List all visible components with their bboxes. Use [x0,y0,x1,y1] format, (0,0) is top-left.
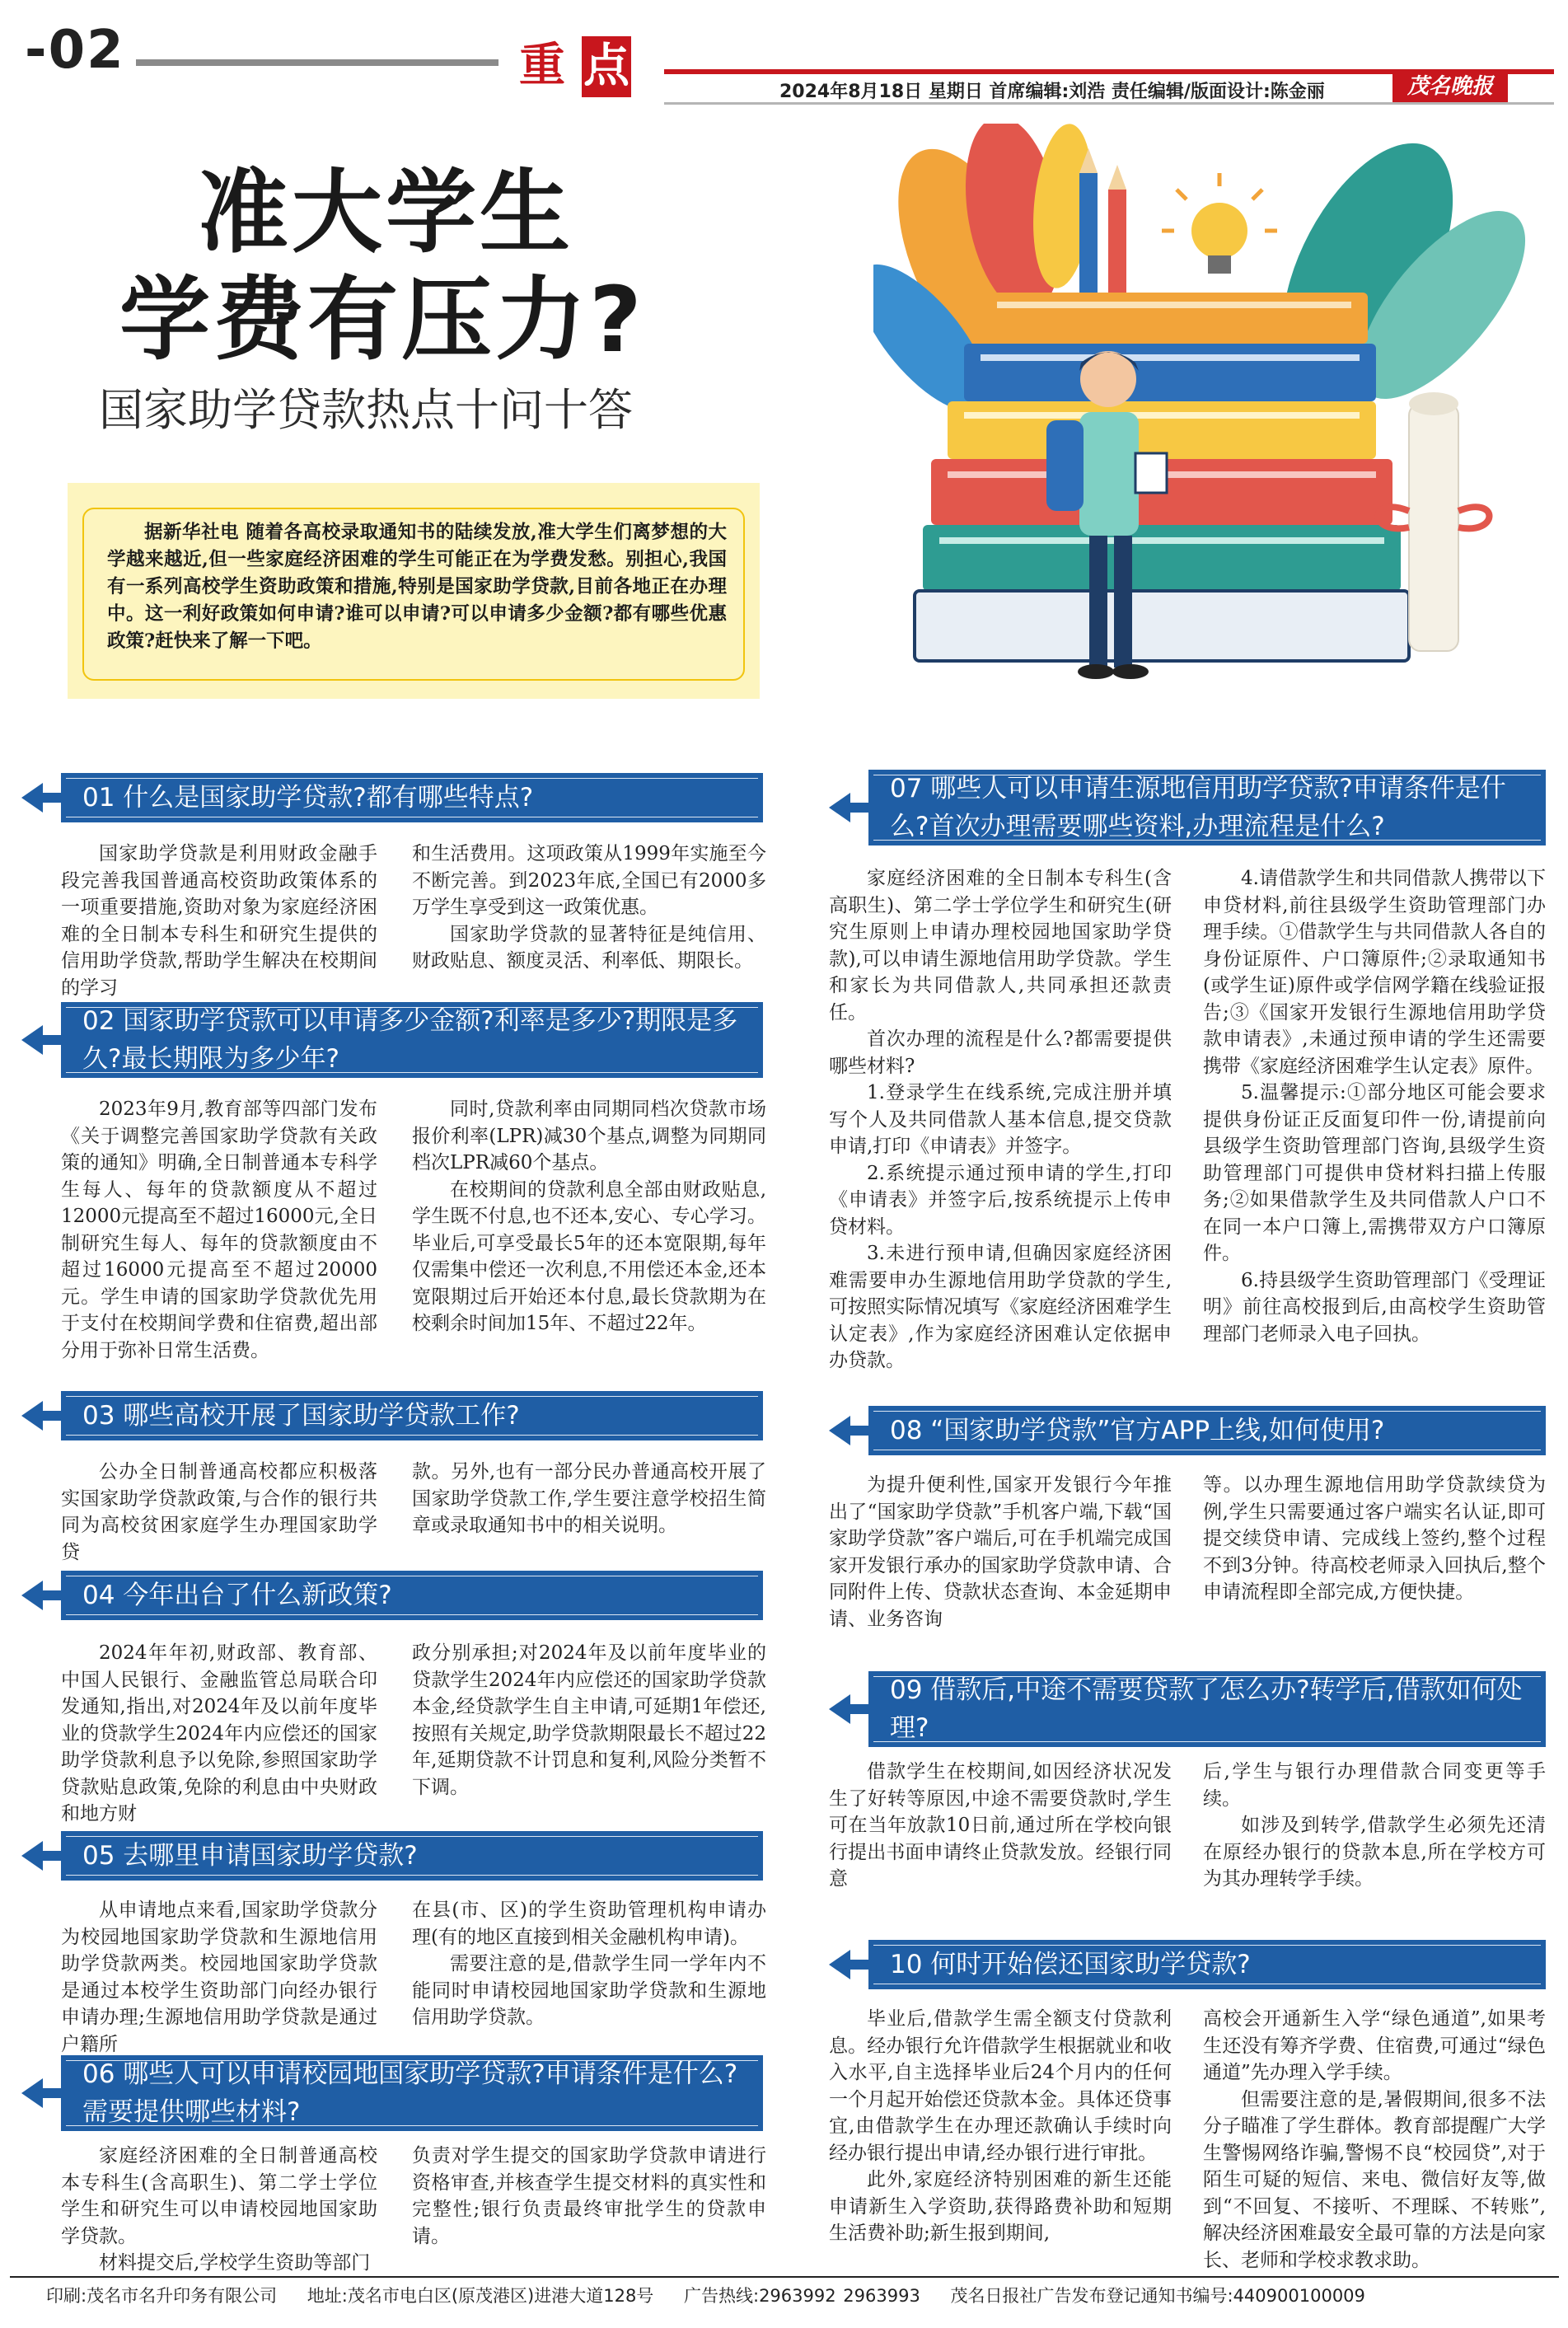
section-02-column-right: 同时,贷款利率由同期同档次贷款市场报价利率(LPR)减30个基点,调整为同期同档次LPR减60个基点。 在校期间的贷款利息全部由财政贴息,学生既不付息,也不还本,安心、专心学习。毕业后,可享受最长5年的还本宽限期,每年仅需集中偿还一次利息,不用偿还本金,还本宽限期过后开始还本付息,最长贷款期为在校剩余时间加15年、不超过22年。 [412,1098,766,1334]
section-01-column-left: 国家助学贷款是利用财政金融手段完善我国普通高校资助政策体系的一项重要措施,资助对象为家庭经济困难的全日制本专科生和研究生提供的信用助学贷款,帮助学生解决在校期间的学习 [61,843,377,999]
section-01-column-right: 和生活费用。这项政策从1999年实施至今不断完善。到2023年底,全国已有2000多万学生享受到这一政策优惠。 国家助学贷款的显著特征是纯信用、财政贴息、额度灵活、利率低、期限长。 [412,843,766,972]
header-rule [136,59,498,66]
section-01-title: 01 什么是国家助学贷款?都有哪些特点? [82,783,534,813]
section-03-column-right: 款。另外,也有一部分民办普通高校开展了国家助学贷款工作,学生要注意学校招生简章或录取通知书中的相关说明。 [412,1461,766,1536]
section-09-title: 09 借款后,中途不需要贷款了怎么办?转学后,借款如何处理? [890,1675,1523,1743]
section-06-title: 06 哪些人可以申请校园地国家助学贷款?申请条件是什么?需要提供哪些材料? [82,2059,738,2127]
footer-imprint [46,2283,1388,2307]
headline-line-2: 学费有压力? [119,267,645,372]
section-03-heading [21,1391,763,1440]
section-tag-char-2: 点 [582,36,631,97]
intro-box [68,483,760,699]
section-03-column-left: 公办全日制普通高校都应积极落实国家助学贷款政策,与合作的银行共同为高校贫困家庭学生办理国家助学贷 [61,1461,377,1563]
section-08-heading [829,1406,1546,1455]
section-07-column-right: 4.请借款学生和共同借款人携带以下申贷材料,前往县级学生资助管理部门办理手续。①借款学生与共同借款人各自的身份证原件、户口簿原件;②录取通知书(或学生证)原件或学信网学籍在线验证报告;③《国家开发银行生源地信用助学贷款申请表》,未通过预申请的学生还需要携带《家庭经济困难学生认定表》原件。 5.温馨提示:①部分地区可能会要求提供身份证正反面复印件一份,请提前向县级学生资助管理部门咨询,县级学生资助管理部门可提供申贷材料扫描上传服务;②如果借款学生及共同借款人户口不在同一本户口簿上,需携带双方户口簿原件。 6.持县级学生资助管理部门《受理证明》前往高校报到后,由高校学生资助管理部门老师录入电子回执。 [1203,868,1546,1345]
section-04-heading [21,1571,763,1620]
section-10-column-left: 毕业后,借款学生需全额支付贷款利息。经办银行允许借款学生根据就业和收入水平,自主选择毕业后24个月内的任何一个月起开始偿还贷款本金。具体还贷事宜,由借款学生在办理还款确认手续时向经办银行提出申请,经办银行进行审批。 此外,家庭经济特别困难的新生还能申请新生入学资助,获得路费补助和短期生活费补助;新生报到期间, [829,2008,1172,2244]
intro-frame [82,508,745,681]
section-10-heading [829,1940,1546,1989]
section-06-heading [21,2055,763,2131]
section-10-column-right: 高校会开通新生入学“绿色通道”,如果考生还没有筹齐学费、住宿费,可通过“绿色通道”先办理入学手续。 但需要注意的是,暑假期间,很多不法分子瞄准了学生群体。教育部提醒广大学生警惕网络诈骗,警惕不良“校园贷”,对于陌生可疑的短信、来电、微信好友等,做到“不回复、不接听、不理睬、不转账”,解决经济困难最安全最可靠的方法是向家长、老师和学校求教求助。 [1203,2008,1546,2271]
section-06-column-right: 负责对学生提交的国家助学贷款申请进行资格审查,并核查学生提交材料的真实性和完整性;银行负责最终审批学生的贷款申请。 [412,2145,766,2247]
footer-printer: 印刷:茂名市名升印务有限公司 [46,2286,278,2306]
section-02-title: 02 国家助学贷款可以申请多少金额?利率是多少?期限是多久?最长期限为多少年? [82,1006,738,1074]
section-07-heading [829,770,1546,845]
section-05-title: 05 去哪里申请国家助学贷款? [82,1841,418,1871]
section-10-title: 10 何时开始偿还国家助学贷款? [890,1950,1251,1979]
section-tag-char-1: 重 [519,39,565,92]
section-09-column-right: 后,学生与银行办理借款合同变更等手续。 如涉及到转学,借款学生必须先还清在原经办银行的贷款本息,所在学校方可为其办理转学手续。 [1203,1761,1546,1890]
section-01-heading [21,773,763,822]
subheadline: 国家助学贷款热点十问十答 [99,384,633,436]
edition-info: 2024年8月18日 星期日 首席编辑:刘浩 责任编辑/版面设计:陈金丽 [779,82,1325,102]
page-number: -02 [25,20,125,81]
section-08-title: 08 “国家助学贷款”官方APP上线,如何使用? [890,1416,1385,1445]
section-05-column-right: 在县(市、区)的学生资助管理机构申请办理(有的地区直接到相关金融机构申请)。 需要注意的是,借款学生同一学年内不能同时申请校园地国家助学贷款和生源地信用助学贷款。 [412,1899,766,2028]
header-grey-rule [664,102,1554,105]
intro-text: 据新华社电 随着各高校录取通知书的陆续发放,准大学生们离梦想的大学越来越近,但一些家庭经济困难的学生可能正在为学费发愁。别担心,我国有一系列高校学生资助政策和措施,特别是国家助学贷款,目前各地正在办理中。这一利好政策如何申请?谁可以申请?可以申请多少金额?都有哪些优惠政策?赶快来了解一下吧。 [107,522,727,652]
section-02-column-left: 2023年9月,教育部等四部门发布《关于调整完善国家助学贷款有关政策的通知》明确,全日制普通本专科学生每人、每年的贷款额度从不超过12000元提高至不超过16000元,全日制研究生每人、每年的贷款额度由不超过16000元提高至不超过20000元。学生申请的国家助学贷款优先用于支付在校期间学费和住宿费,超出部分用于弥补日常生活费。 [61,1098,377,1361]
section-09-column-left: 借款学生在校期间,如因经济状况发生了好转等原因,中途不需要贷款时,学生可在当年放款10日前,通过所在学校向银行提出书面申请终止贷款发放。经银行同意 [829,1761,1172,1890]
books-student-illustration [873,124,1549,700]
section-04-column-left: 2024年年初,财政部、教育部、中国人民银行、金融监管总局联合印发通知,指出,对2024年及以前年度毕业的贷款学生2024年内应偿还的国家助学贷款利息予以免除,参照国家助学贷款贴息政策,免除的利息由中央财政和地方财 [61,1642,377,1824]
footer-rule [10,2276,1559,2278]
section-07-column-left: 家庭经济困难的全日制本专科生(含高职生)、第二学士学位学生和研究生(研究生原则上申请办理校园地国家助学贷款),可以申请生源地信用助学贷款。学生和家长为共同借款人,共同承担还款责任。 首次办理的流程是什么?都需要提供哪些材料? 1.登录学生在线系统,完成注册并填写个人及共同借款人基本信息,提交贷款申请,打印《申请表》并签字。 2.系统提示通过预申请的学生,打印《申请表》并签字后,按系统提示上传申贷材料。 3.未进行预申请,但确因家庭经济困难需要申办生源地信用助学贷款的学生,可按照实际情况填写《家庭经济困难学生认定表》,作为家庭经济困难认定依据申办贷款。 [829,868,1172,1371]
section-05-heading [21,1831,763,1881]
section-08-column-right: 等。以办理生源地信用助学贷款续贷为例,学生只需要通过客户端实名认证,即可提交续贷申请、完成线上签约,整个过程不到3分钟。待高校老师录入回执后,整个申请流程即全部完成,方便快捷。 [1203,1474,1546,1603]
section-06-column-left: 家庭经济困难的全日制普通高校本专科生(含高职生)、第二学士学位学生和研究生可以申请校园地国家助学贷款。 材料提交后,学校学生资助等部门 [61,2145,377,2274]
section-03-title: 03 哪些高校开展了国家助学贷款工作? [82,1401,520,1431]
section-04-title: 04 今年出台了什么新政策? [82,1581,392,1610]
footer-registration: 茂名日报社广告发布登记通知书编号:440900100009 [950,2286,1365,2306]
footer-address: 地址:茂名市电白区(原茂港区)进港大道128号 [307,2286,654,2306]
section-08-column-left: 为提升便利性,国家开发银行今年推出了“国家助学贷款”手机客户端,下载“国家助学贷款”客户端后,可在手机端完成国家开发银行承办的国家助学贷款申请、合同附件上传、贷款状态查询、本金延期申请、业务咨询 [829,1474,1172,1630]
newspaper-logo: 茂名晚报 [1392,71,1508,102]
section-07-title: 07 哪些人可以申请生源地信用助学贷款?申请条件是什么?首次办理需要哪些资料,办理流程是什么? [890,774,1506,841]
section-02-heading [21,1002,763,1078]
headline-line-1: 准大学生 [198,160,573,265]
section-05-column-left: 从申请地点来看,国家助学贷款分为校园地国家助学贷款和生源地信用助学贷款两类。校园地国家助学贷款是通过本校学生资助部门向经办银行申请办理;生源地信用助学贷款是通过户籍所 [61,1899,377,2055]
section-09-heading [829,1671,1546,1747]
section-04-column-right: 政分别承担;对2024年及以前年度毕业的贷款学生2024年内应偿还的国家助学贷款本金,经贷款学生自主申请,可延期1年偿还,按照有关规定,助学贷款期限最长不超过22年,延期贷款不计罚息和复利,风险分类暂不下调。 [412,1642,766,1798]
footer-ad-hotline: 广告热线:2963992 2963993 [684,2286,920,2306]
